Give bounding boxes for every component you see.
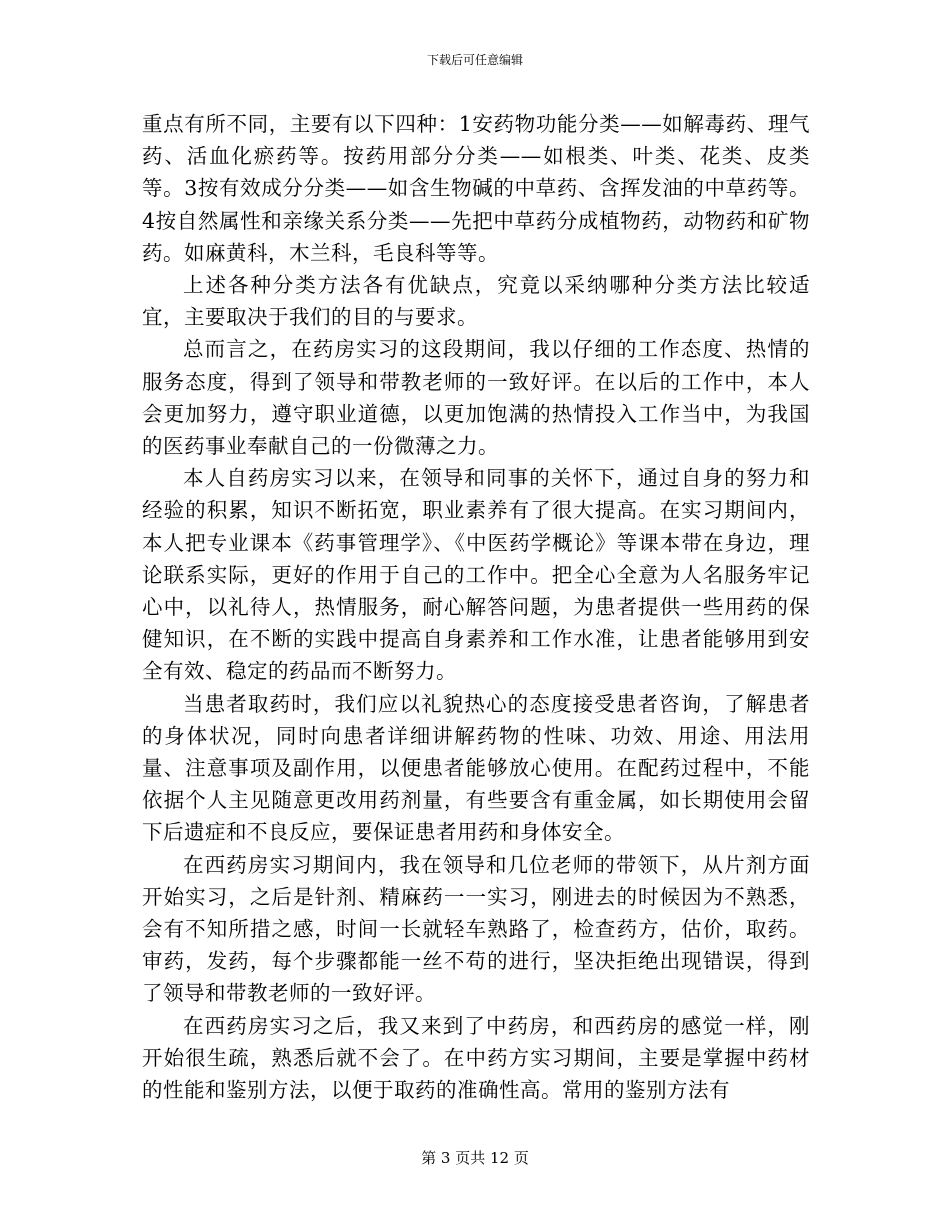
page-header: 下载后可任意编辑 [426,53,523,67]
paragraph: 在西药房实习期间内，我在领导和几位老师的带领下，从片剂方面开始实习，之后是针剂、精麻药一一实习，刚进去的时候因为不熟悉，会有不知所措之感，时间一长就轻车熟路了，检查药方，估价，取药。审药，发药，每个步骤都能一丝不苟的进行，坚决拒绝出现错误，得到了领导和带教老师的一致好评。 [142,852,810,1006]
paragraph: 总而言之，在药房实习的这段期间，我以仔细的工作态度、热情的服务态度，得到了领导和带教老师的一致好评。在以后的工作中，本人会更加努力，遵守职业道德，以更加饱满的热情投入工作当中，为我国的医药事业奉献自己的一份微薄之力。 [142,337,810,459]
paragraph-continuation: 重点有所不同，主要有以下四种：1安药物功能分类——如解毒药、理气药、活血化瘀药等。按药用部分分类——如根类、叶类、花类、皮类等。3按有效成分分类——如含生物碱的中草药、含挥发油的中草药等。4按自然属性和亲缘关系分类——先把中草药分成植物药，动物药和矿物药。如麻黄科，木兰科，毛良科等等。 [142,112,810,265]
paragraph: 本人自药房实习以来，在领导和同事的关怀下，通过自身的努力和经验的积累，知识不断拓宽，职业素养有了很大提高。在实习期间内，本人把专业课本《药事管理学》、《中医药学概论》等课本带在身边，理论联系实际，更好的作用于自己的工作中。把全心全意为人名服务牢记心中，以礼待人，热情服务，耐心解答问题，为患者提供一些用药的保健知识，在不断的实践中提高自身素养和工作水准，让患者能够用到安全有效、稳定的药品而不断努力。 [142,466,810,684]
paragraph: 当患者取药时，我们应以礼貌热心的态度接受患者咨询，了解患者的身体状况，同时向患者详细讲解药物的性味、功效、用途、用法用量、注意事项及副作用，以便患者能够放心使用。在配药过程中，不能依据个人主见随意更改用药剂量，有些要含有重金属，如长期使用会留下后遗症和不良反应，要保证患者用药和身体安全。 [142,691,810,845]
page-number: 第 3 页共 12 页 [421,1149,529,1167]
document-body [142,108,810,1106]
paragraph: 在西药房实习之后，我又来到了中药房，和西药房的感觉一样，刚开始很生疏，熟悉后就不会了。在中药方实习期间，主要是掌握中药材的性能和鉴别方法，以便于取药的准确性高。常用的鉴别方法有 [142,1013,810,1103]
paragraph: 上述各种分类方法各有优缺点，究竟以采纳哪种分类方法比较适宜，主要取决于我们的目的与要求。 [142,273,810,330]
